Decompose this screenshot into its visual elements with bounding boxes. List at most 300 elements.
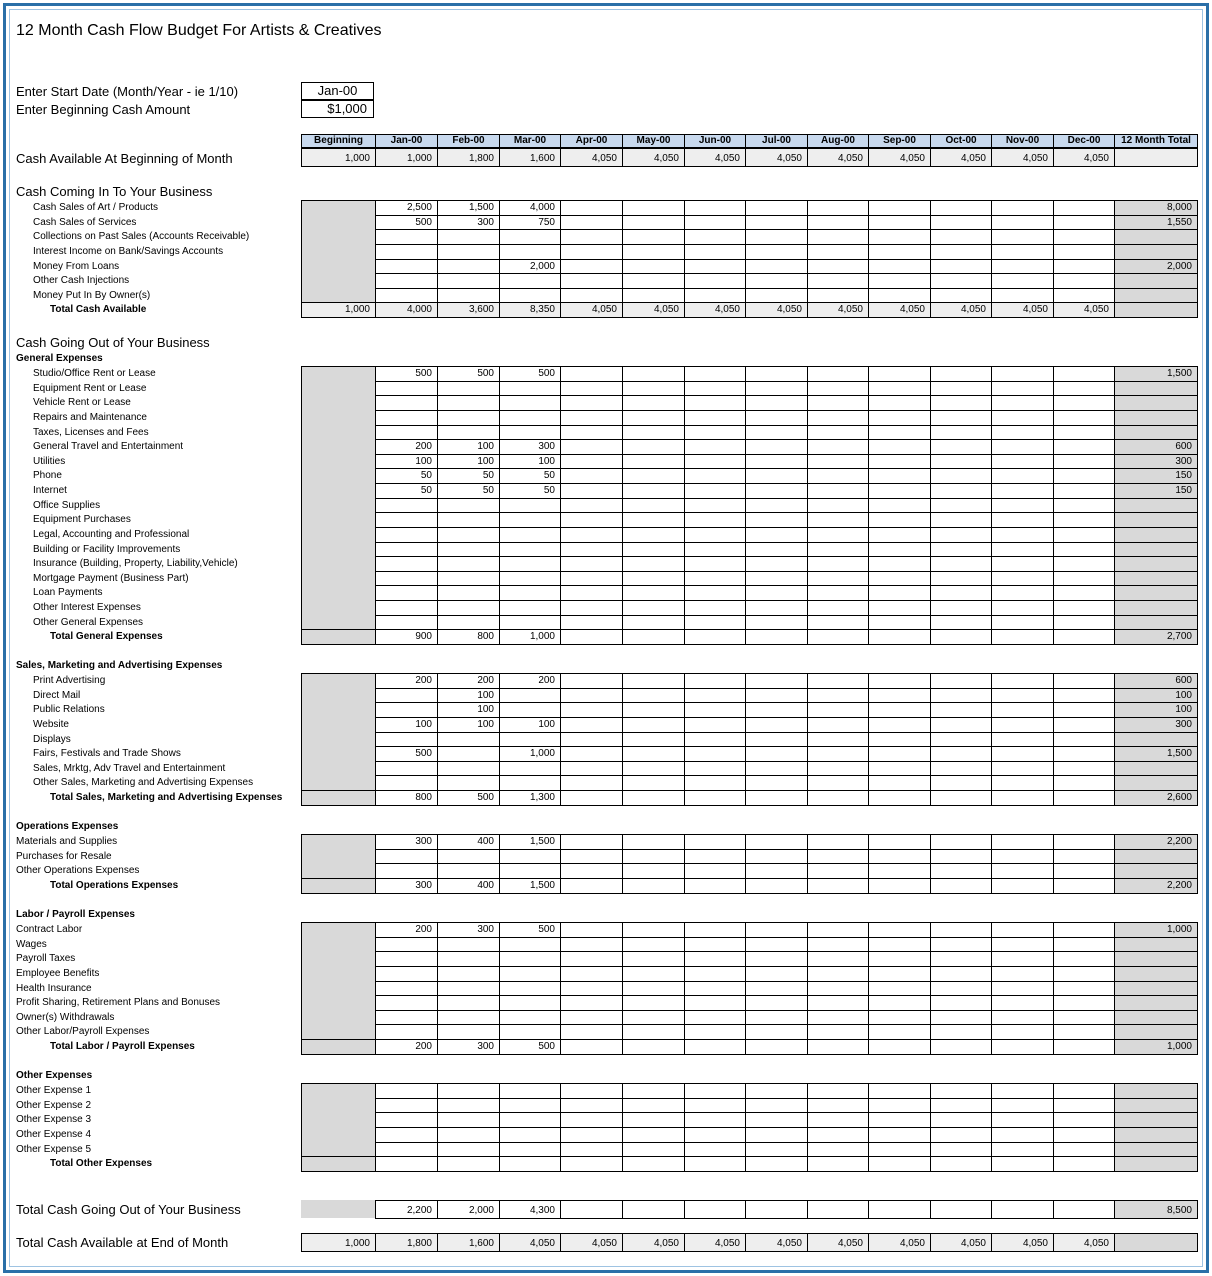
value-cell[interactable] [930,201,991,215]
value-cell[interactable] [622,674,684,688]
value-cell[interactable] [622,1113,684,1127]
value-cell[interactable] [745,850,807,864]
value-cell[interactable] [684,586,745,600]
value-cell[interactable] [499,1113,560,1127]
value-cell[interactable] [375,557,437,571]
value-cell[interactable]: 400 [477,880,494,891]
value-cell[interactable] [375,1084,437,1098]
value-cell[interactable] [1053,967,1114,981]
value-cell[interactable] [499,982,560,996]
value-cell[interactable] [1053,762,1114,776]
value-cell[interactable] [1053,1157,1114,1171]
value-cell[interactable] [745,528,807,542]
value-cell[interactable] [560,850,622,864]
value-cell[interactable] [1053,791,1114,805]
value-cell[interactable] [991,630,1053,644]
value-cell[interactable] [868,718,930,732]
value-cell[interactable] [499,245,560,259]
value-cell[interactable] [684,1203,745,1218]
value-cell[interactable] [375,245,437,259]
value-cell[interactable] [684,557,745,571]
value-cell[interactable] [745,411,807,425]
value-cell[interactable] [930,835,991,849]
value-cell[interactable] [807,440,868,454]
value-cell[interactable] [499,572,560,586]
value-cell[interactable]: 4,050 [653,304,679,315]
value-cell[interactable] [930,411,991,425]
value-cell[interactable] [991,455,1053,469]
value-cell[interactable]: 1,600 [529,153,555,164]
value-cell[interactable] [991,762,1053,776]
value-cell[interactable]: 4,050 [837,153,863,164]
value-cell[interactable] [622,513,684,527]
value-cell[interactable] [868,411,930,425]
value-cell[interactable]: 100 [477,719,494,730]
value-cell[interactable] [437,260,499,274]
value-cell[interactable] [499,601,560,615]
value-cell[interactable] [807,201,868,215]
value-cell[interactable] [991,747,1053,761]
value-cell[interactable] [437,557,499,571]
value-cell[interactable] [807,616,868,630]
value-cell[interactable] [622,1157,684,1171]
value-cell[interactable] [807,1025,868,1039]
value-cell[interactable] [991,216,1053,230]
value-cell[interactable] [560,469,622,483]
value-cell[interactable] [560,982,622,996]
value-cell[interactable]: 4,050 [1083,1238,1109,1249]
value-cell[interactable]: 4,050 [1022,153,1048,164]
value-cell[interactable]: 500 [538,924,555,935]
value-cell[interactable] [1053,289,1114,303]
value-cell[interactable] [745,245,807,259]
value-cell[interactable] [745,1011,807,1025]
value-cell[interactable] [991,1084,1053,1098]
value-cell[interactable] [991,382,1053,396]
value-cell[interactable] [930,396,991,410]
value-cell[interactable] [930,230,991,244]
value-cell[interactable] [560,586,622,600]
value-cell[interactable] [560,528,622,542]
value-cell[interactable] [930,1203,991,1218]
value-cell[interactable]: 2,000 [529,261,555,272]
value-cell[interactable] [684,289,745,303]
value-cell[interactable] [868,289,930,303]
value-cell[interactable] [684,967,745,981]
value-cell[interactable] [622,616,684,630]
value-cell[interactable] [684,216,745,230]
value-cell[interactable]: 1,500 [468,202,494,213]
value-cell[interactable] [684,1128,745,1142]
value-cell[interactable]: 4,050 [529,1238,555,1249]
value-cell[interactable] [930,557,991,571]
value-cell[interactable] [1053,230,1114,244]
value-cell[interactable] [499,426,560,440]
value-cell[interactable] [991,1203,1053,1218]
value-cell[interactable] [622,733,684,747]
value-cell[interactable] [807,776,868,790]
value-cell[interactable] [930,367,991,381]
value-cell[interactable] [684,499,745,513]
value-cell[interactable] [991,230,1053,244]
value-cell[interactable] [1053,952,1114,966]
value-cell[interactable] [930,260,991,274]
value-cell[interactable] [807,791,868,805]
value-cell[interactable] [868,967,930,981]
value-cell[interactable] [499,382,560,396]
value-cell[interactable] [807,1157,868,1171]
value-cell[interactable] [1053,601,1114,615]
value-cell[interactable] [437,1099,499,1113]
value-cell[interactable] [930,674,991,688]
value-cell[interactable] [684,601,745,615]
value-cell[interactable] [991,557,1053,571]
value-cell[interactable] [684,864,745,878]
value-cell[interactable] [745,703,807,717]
value-cell[interactable] [930,879,991,893]
value-cell[interactable] [807,923,868,937]
value-cell[interactable] [684,455,745,469]
value-cell[interactable] [1053,982,1114,996]
value-cell[interactable]: 2,200 [406,1205,432,1216]
value-cell[interactable] [375,411,437,425]
value-cell[interactable] [868,572,930,586]
value-cell[interactable] [1053,703,1114,717]
value-cell[interactable] [437,1113,499,1127]
value-cell[interactable] [622,1143,684,1157]
value-cell[interactable] [807,572,868,586]
value-cell[interactable] [807,230,868,244]
value-cell[interactable] [745,572,807,586]
value-cell[interactable]: 800 [477,631,494,642]
value-cell[interactable] [560,557,622,571]
value-cell[interactable] [499,703,560,717]
value-cell[interactable] [868,1157,930,1171]
value-cell[interactable] [622,396,684,410]
value-cell[interactable] [1053,996,1114,1010]
value-cell[interactable] [930,718,991,732]
value-cell[interactable] [991,996,1053,1010]
value-cell[interactable]: 50 [420,470,432,481]
value-cell[interactable] [560,938,622,952]
value-cell[interactable] [991,1143,1053,1157]
value-cell[interactable] [560,689,622,703]
value-cell[interactable]: 1,000 [529,748,555,759]
value-cell[interactable] [930,616,991,630]
value-cell[interactable] [868,791,930,805]
value-cell[interactable] [745,1084,807,1098]
value-cell[interactable] [684,245,745,259]
value-cell[interactable] [1053,718,1114,732]
value-cell[interactable] [1053,776,1114,790]
value-cell[interactable] [930,543,991,557]
value-cell[interactable] [560,601,622,615]
value-cell[interactable] [375,382,437,396]
value-cell[interactable] [1053,923,1114,937]
value-cell[interactable] [930,1011,991,1025]
value-cell[interactable] [684,411,745,425]
value-cell[interactable] [437,996,499,1010]
value-cell[interactable] [807,1040,868,1054]
value-cell[interactable] [745,601,807,615]
value-cell[interactable] [499,1025,560,1039]
value-cell[interactable] [868,543,930,557]
value-cell[interactable] [930,733,991,747]
value-cell[interactable] [375,274,437,288]
value-cell[interactable] [868,996,930,1010]
value-cell[interactable] [745,440,807,454]
value-cell[interactable] [745,938,807,952]
value-cell[interactable] [745,557,807,571]
value-cell[interactable] [745,923,807,937]
value-cell[interactable] [991,426,1053,440]
value-cell[interactable] [437,1011,499,1025]
value-cell[interactable] [560,499,622,513]
value-cell[interactable]: 100 [477,441,494,452]
value-cell[interactable] [807,733,868,747]
value-cell[interactable] [930,572,991,586]
value-cell[interactable] [437,274,499,288]
value-cell[interactable] [560,396,622,410]
value-cell[interactable] [868,201,930,215]
value-cell[interactable] [807,513,868,527]
value-cell[interactable] [991,289,1053,303]
value-cell[interactable] [807,835,868,849]
value-cell[interactable] [437,762,499,776]
value-cell[interactable] [991,543,1053,557]
value-cell[interactable]: 4,050 [1083,304,1109,315]
value-cell[interactable] [991,245,1053,259]
value-cell[interactable] [684,996,745,1010]
value-cell[interactable] [1053,426,1114,440]
value-cell[interactable]: 4,050 [776,1238,802,1249]
value-cell[interactable] [930,952,991,966]
value-cell[interactable] [375,996,437,1010]
value-cell[interactable] [684,484,745,498]
value-cell[interactable] [991,411,1053,425]
value-cell[interactable] [868,982,930,996]
value-cell[interactable] [560,1011,622,1025]
value-cell[interactable] [745,230,807,244]
value-cell[interactable] [622,835,684,849]
value-cell[interactable] [437,586,499,600]
value-cell[interactable] [1053,274,1114,288]
value-cell[interactable] [745,289,807,303]
value-cell[interactable] [991,835,1053,849]
value-cell[interactable] [930,689,991,703]
value-cell[interactable] [560,1203,622,1218]
value-cell[interactable]: 4,050 [591,304,617,315]
value-cell[interactable] [437,245,499,259]
value-cell[interactable] [868,1128,930,1142]
value-cell[interactable] [807,601,868,615]
value-cell[interactable] [745,1040,807,1054]
value-cell[interactable] [807,528,868,542]
value-cell[interactable] [807,557,868,571]
value-cell[interactable]: 300 [538,441,555,452]
value-cell[interactable] [930,274,991,288]
value-cell[interactable] [991,513,1053,527]
value-cell[interactable] [375,1099,437,1113]
value-cell[interactable] [437,952,499,966]
value-cell[interactable] [437,1025,499,1039]
value-cell[interactable] [375,260,437,274]
value-cell[interactable] [499,967,560,981]
value-cell[interactable] [1053,572,1114,586]
value-cell[interactable] [991,689,1053,703]
value-cell[interactable] [499,513,560,527]
value-cell[interactable] [991,733,1053,747]
value-cell[interactable] [437,616,499,630]
value-cell[interactable] [991,616,1053,630]
value-cell[interactable] [868,1143,930,1157]
value-cell[interactable] [375,513,437,527]
value-cell[interactable] [868,557,930,571]
value-cell[interactable] [745,864,807,878]
value-cell[interactable] [930,382,991,396]
value-cell[interactable] [868,499,930,513]
value-cell[interactable] [499,952,560,966]
value-cell[interactable]: 50 [543,485,555,496]
value-cell[interactable] [745,586,807,600]
value-cell[interactable] [622,703,684,717]
value-cell[interactable]: 300 [415,880,432,891]
value-cell[interactable] [499,850,560,864]
value-cell[interactable]: 100 [415,719,432,730]
value-cell[interactable] [868,1025,930,1039]
value-cell[interactable] [745,396,807,410]
value-cell[interactable] [930,586,991,600]
value-cell[interactable] [745,733,807,747]
value-cell[interactable] [1053,938,1114,952]
value-cell[interactable] [868,455,930,469]
value-cell[interactable] [622,586,684,600]
value-cell[interactable] [930,455,991,469]
value-cell[interactable] [745,274,807,288]
value-cell[interactable]: 50 [482,470,494,481]
value-cell[interactable] [745,1203,807,1218]
value-cell[interactable] [622,967,684,981]
value-cell[interactable] [437,572,499,586]
value-cell[interactable] [375,528,437,542]
value-cell[interactable] [1053,1203,1114,1218]
value-cell[interactable] [684,791,745,805]
value-cell[interactable] [684,230,745,244]
value-cell[interactable] [868,864,930,878]
value-cell[interactable] [375,982,437,996]
value-cell[interactable] [930,762,991,776]
value-cell[interactable] [622,1025,684,1039]
value-cell[interactable] [930,513,991,527]
value-cell[interactable] [868,528,930,542]
value-cell[interactable] [745,982,807,996]
value-cell[interactable] [991,499,1053,513]
value-cell[interactable] [930,1040,991,1054]
value-cell[interactable] [745,1128,807,1142]
value-cell[interactable] [991,952,1053,966]
value-cell[interactable] [868,396,930,410]
value-cell[interactable] [684,367,745,381]
value-cell[interactable] [622,952,684,966]
value-cell[interactable]: 1,300 [529,792,555,803]
value-cell[interactable] [868,1040,930,1054]
value-cell[interactable] [499,938,560,952]
value-cell[interactable] [1053,543,1114,557]
value-cell[interactable] [622,230,684,244]
value-cell[interactable] [560,616,622,630]
value-cell[interactable] [807,967,868,981]
value-cell[interactable] [375,703,437,717]
value-cell[interactable] [930,776,991,790]
value-cell[interactable] [1053,1113,1114,1127]
value-cell[interactable] [622,484,684,498]
value-cell[interactable] [437,513,499,527]
value-cell[interactable] [560,1084,622,1098]
value-cell[interactable] [1053,747,1114,761]
value-cell[interactable] [991,879,1053,893]
value-cell[interactable] [868,426,930,440]
value-cell[interactable]: 500 [538,1041,555,1052]
value-cell[interactable] [622,762,684,776]
value-cell[interactable] [622,864,684,878]
value-cell[interactable] [684,674,745,688]
value-cell[interactable] [930,791,991,805]
value-cell[interactable] [622,601,684,615]
value-cell[interactable] [437,426,499,440]
value-cell[interactable] [622,382,684,396]
value-cell[interactable] [622,1011,684,1025]
value-cell[interactable] [375,289,437,303]
value-cell[interactable] [684,982,745,996]
value-cell[interactable] [807,260,868,274]
value-cell[interactable] [868,513,930,527]
value-cell[interactable] [991,601,1053,615]
value-cell[interactable] [807,1203,868,1218]
value-cell[interactable] [499,586,560,600]
value-cell[interactable] [560,411,622,425]
value-cell[interactable] [745,791,807,805]
value-cell[interactable] [684,260,745,274]
value-cell[interactable] [930,1099,991,1113]
value-cell[interactable] [991,1157,1053,1171]
value-cell[interactable] [375,1025,437,1039]
value-cell[interactable] [1053,440,1114,454]
value-cell[interactable]: 300 [477,1041,494,1052]
value-cell[interactable] [622,260,684,274]
value-cell[interactable]: 500 [415,748,432,759]
value-cell[interactable]: 100 [477,704,494,715]
value-cell[interactable]: 2,000 [468,1205,494,1216]
value-cell[interactable]: 4,000 [406,304,432,315]
value-cell[interactable] [560,630,622,644]
value-cell[interactable] [560,703,622,717]
value-cell[interactable] [991,923,1053,937]
value-cell[interactable] [991,572,1053,586]
value-cell[interactable] [375,499,437,513]
value-cell[interactable] [991,440,1053,454]
value-cell[interactable] [1053,1128,1114,1142]
value-cell[interactable]: 3,600 [468,304,494,315]
value-cell[interactable]: 4,050 [960,1238,986,1249]
value-cell[interactable] [560,455,622,469]
value-cell[interactable] [684,1099,745,1113]
value-cell[interactable] [930,528,991,542]
value-cell[interactable] [437,776,499,790]
value-cell[interactable] [868,245,930,259]
value-cell[interactable] [499,1143,560,1157]
value-cell[interactable] [807,289,868,303]
value-cell[interactable]: 4,050 [591,1238,617,1249]
